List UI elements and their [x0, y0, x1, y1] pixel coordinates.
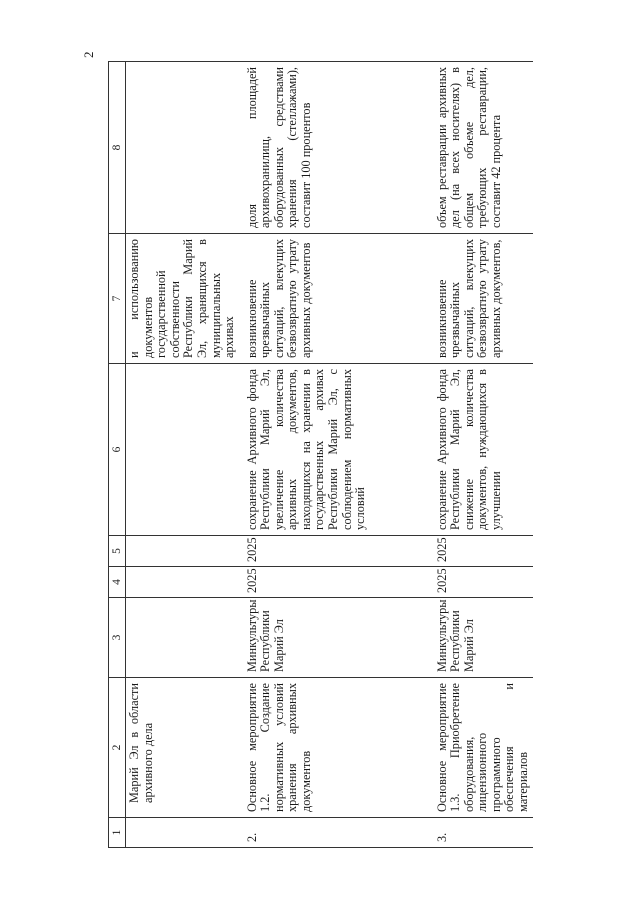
expected-result: [126, 364, 244, 536]
header-col-3: 3: [109, 598, 126, 678]
measure-name: Основное мероприятие 1.3. Приобретение оборудования, лицензионного программного обеспечения и материалов: [434, 678, 533, 818]
header-col-8: 8: [109, 62, 126, 234]
header-col-7: 7: [109, 234, 126, 364]
consequences: и использованию документов государственной собственности Республики Марий Эл, хранящихся в муниципальных архивах: [126, 234, 244, 364]
indicator: доля площадей архивохранилищ, оборудованных средствами хранения (стеллажами), составит 100 процентов: [244, 62, 434, 234]
rotated-table-sheet: [108, 62, 531, 848]
indicator: [126, 62, 244, 234]
consequences: возникновение чрезвычайных ситуаций, влекущих безвозвратную утрату архивных документов,: [434, 234, 533, 364]
indicator: объем реставрации архивных дел (на всех носителях) в общем объеме дел, требующих реставрации, составит 42 процента: [434, 62, 533, 234]
table-row: [434, 62, 533, 848]
header-col-2: 2: [109, 678, 126, 818]
expected-result: сохранение Архивного фонда Республики Марий Эл, увеличение количества архивных документов, находящихся на хранении в государственных архивах Республики Марий Эл, с соблюдением нормативных условий: [244, 364, 434, 536]
row-number: [126, 818, 244, 848]
row-number: 2.: [244, 818, 434, 848]
end-year: 2025: [434, 536, 533, 567]
measures-table: [108, 61, 533, 848]
header-col-4: 4: [109, 567, 126, 598]
executor: Минкультуры Республики Марий Эл: [244, 598, 434, 678]
header-col-1: 1: [109, 818, 126, 848]
table-row: [126, 62, 244, 848]
expected-result: сохранение Архивного фонда Республики Марий Эл, снижение количества документов, нуждающихся в улучшении: [434, 364, 533, 536]
executor: [126, 598, 244, 678]
table-header-row: [109, 62, 126, 848]
executor: Минкультуры Республики Марий Эл: [434, 598, 533, 678]
consequences: возникновение чрезвычайных ситуаций, влекущих безвозвратную утрату архивных документов: [244, 234, 434, 364]
end-year: 2025: [244, 536, 434, 567]
table-row: [244, 62, 434, 848]
measure-name: Марий Эл в области архивного дела: [126, 678, 244, 818]
end-year: [126, 536, 244, 567]
start-year: [126, 567, 244, 598]
start-year: 2025: [434, 567, 533, 598]
row-number: 3.: [434, 818, 533, 848]
measure-name: Основное мероприятие 1.2. Создание нормативных условий хранения архивных документов: [244, 678, 434, 818]
page-number: 2: [81, 51, 96, 58]
header-col-6: 6: [109, 364, 126, 536]
header-col-5: 5: [109, 536, 126, 567]
start-year: 2025: [244, 567, 434, 598]
